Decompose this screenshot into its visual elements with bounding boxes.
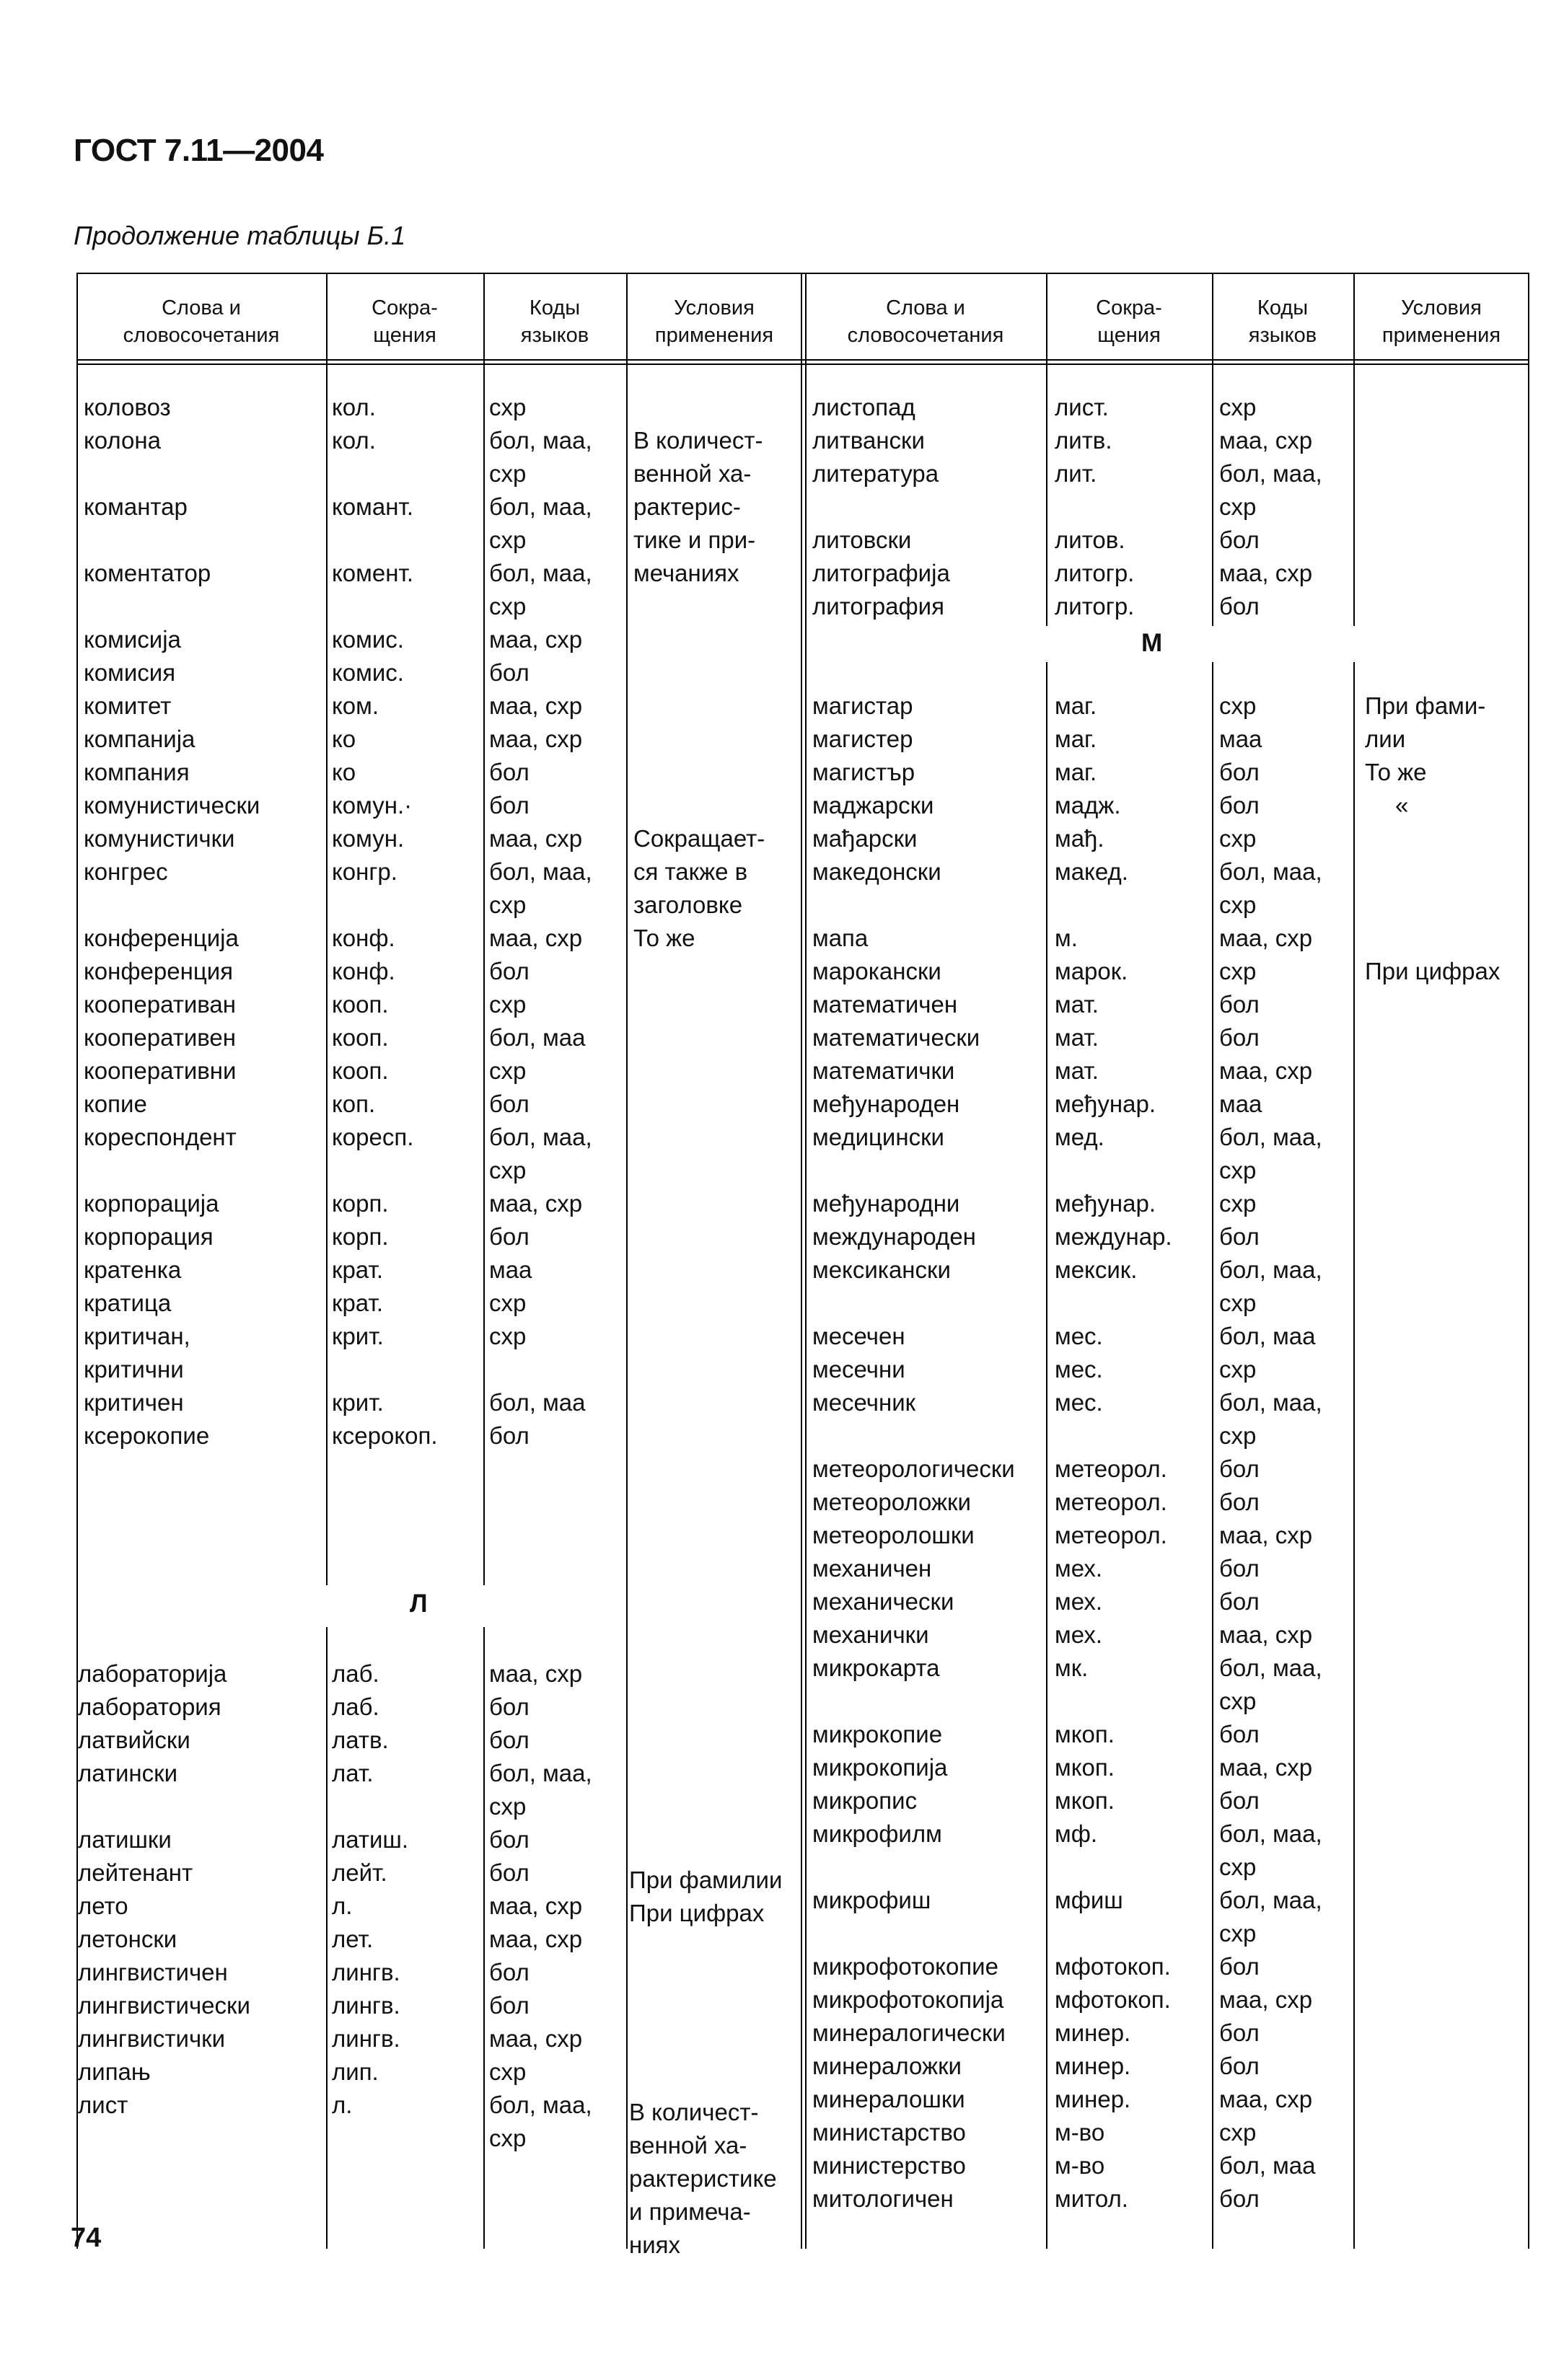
right-row-codes: бол, маа, схр [1219, 460, 1322, 520]
left-row-codes: бол [489, 759, 530, 785]
right-row-m-codes: схр [1219, 958, 1257, 984]
condition-magistr: « [1395, 792, 1409, 819]
left-row-l-codes: бол [489, 1992, 530, 2019]
left-row-abbr: ксерокоп. [332, 1422, 438, 1449]
left-row-abbr: ком. [332, 692, 379, 719]
right-border [1528, 363, 1529, 2249]
left-row-codes: маа, схр [489, 692, 583, 719]
left-row-word: ксерокопие [84, 1422, 210, 1449]
left-row-word: комисия [84, 659, 176, 686]
right-row-m-word: месечни [812, 1356, 905, 1383]
right-row-m-abbr: међунар. [1055, 1190, 1156, 1217]
left-row-l-abbr: латиш. [332, 1826, 409, 1853]
right-row-m-abbr: мадж. [1055, 792, 1121, 819]
left-row-abbr: кол. [332, 394, 376, 420]
right-row-m-codes: бол, маа, схр [1219, 1256, 1322, 1316]
right-row-m-abbr: мкоп. [1055, 1754, 1115, 1781]
left-row-codes: схр [489, 1290, 527, 1316]
right-row-m-codes: бол, маа, схр [1219, 1389, 1322, 1449]
right-row-word: литография [812, 593, 944, 620]
left-row-l-codes: бол [489, 1959, 530, 1985]
header-codes-right: Коды языков [1248, 296, 1317, 347]
left-row-l-abbr: лаб. [332, 1660, 379, 1687]
condition-lejtenant: При фамилии [629, 1866, 783, 1893]
right-row-m-abbr: маг. [1055, 692, 1097, 719]
right-row-m-codes: бол [1219, 1555, 1260, 1582]
left-row-abbr: комис. [332, 626, 404, 653]
right-row-abbr: лит. [1055, 460, 1097, 487]
right-row-m-abbr: мф. [1055, 1820, 1098, 1847]
left-row-word: комунистически [84, 792, 260, 819]
left-row-codes: схр [489, 394, 527, 420]
right-row-m-word: микрофиш [812, 1887, 931, 1913]
condition-magister: То же [1365, 759, 1427, 785]
condition-list: В количест- венной ха- рактеристике и примеча- ниях [629, 2099, 777, 2258]
left-row-word: компанија [84, 726, 196, 752]
left-row-l-codes: маа, схр [489, 1926, 583, 1952]
left-row-l-abbr: лейт. [332, 1859, 387, 1886]
right-row-m-codes: бол [1219, 991, 1260, 1018]
left-row-abbr: крат. [332, 1256, 384, 1283]
right-row-m-abbr: мат. [1055, 1024, 1099, 1051]
right-row-m-codes: бол [1219, 792, 1260, 819]
left-row-abbr: конф. [332, 958, 395, 984]
left-row-word: конгрес [84, 858, 168, 885]
left-row-codes: бол [489, 1223, 530, 1250]
right-row-m-codes: бол [1219, 1953, 1260, 1980]
right-row-m-abbr: метеорол. [1055, 1489, 1167, 1515]
left-row-codes: бол [489, 792, 530, 819]
left-row-l-abbr: лингв. [332, 1959, 400, 1985]
left-row-word: колона [84, 427, 161, 454]
right-row-m-codes: маа [1219, 726, 1262, 752]
left-row-word: конференција [84, 925, 239, 951]
right-row-m-word: математички [812, 1057, 955, 1084]
right-row-codes: маа, схр [1219, 560, 1313, 586]
left-row-abbr: корп. [332, 1190, 389, 1217]
left-row-l-codes: бол [489, 1693, 530, 1720]
header-divider-double [76, 363, 1529, 365]
right-row-m-abbr: мексик. [1055, 1256, 1138, 1283]
left-row-codes: бол [489, 659, 530, 686]
right-row-m-word: магистър [812, 759, 915, 785]
right-row-m-codes: бол, маа, схр [1219, 1820, 1322, 1880]
left-row-l-abbr: лет. [332, 1926, 374, 1952]
condition-leto: При цифрах [629, 1900, 765, 1926]
right-row-m-word: мађарски [812, 825, 918, 852]
right-row-m-abbr: мес. [1055, 1356, 1103, 1383]
left-row-codes: маа, схр [489, 925, 583, 951]
left-row-word: комитет [84, 692, 172, 719]
right-row-word: литвански [812, 427, 925, 454]
right-row-m-codes: бол [1219, 1721, 1260, 1747]
right-row-m-abbr: минер. [1055, 2053, 1131, 2079]
left-row-l-codes: схр [489, 2058, 527, 2085]
left-row-abbr: крат. [332, 1290, 384, 1316]
left-row-abbr: комант. [332, 493, 414, 520]
right-row-m-abbr: м-во [1055, 2152, 1105, 2179]
condition-kolona: В количест- венной ха- рактерис- тике и при- мечаниях [633, 427, 763, 586]
document-title: ГОСТ 7.11—2004 [74, 133, 324, 168]
condition-mapa: При цифрах [1365, 958, 1501, 984]
table-caption: Продолжение таблицы Б.1 [74, 221, 406, 250]
right-row-m-abbr: мфотокоп. [1055, 1953, 1171, 1980]
right-row-m-word: математичен [812, 991, 958, 1018]
left-row-abbr: кооп. [332, 1057, 389, 1084]
left-row-word: коментатор [84, 560, 211, 586]
right-row-m-word: микрокопија [812, 1754, 948, 1781]
right-row-m-word: математически [812, 1024, 980, 1051]
left-row-word: коловоз [84, 394, 171, 420]
right-row-m-word: механичен [812, 1555, 932, 1582]
left-row-l-word: лейтенант [78, 1859, 193, 1886]
left-row-l-word: лист [78, 2092, 128, 2118]
right-row-m-abbr: мфотокоп. [1055, 1986, 1171, 2013]
right-row-abbr: литогр. [1055, 560, 1135, 586]
right-row-m-word: механически [812, 1588, 954, 1615]
left-row-codes: бол, маа [489, 1024, 586, 1051]
left-row-l-word: латишки [78, 1826, 172, 1853]
right-row-word: литографија [812, 560, 950, 586]
left-row-word: копие [84, 1090, 147, 1117]
right-row-codes: бол [1219, 593, 1260, 620]
left-row-l-word: лингвистички [78, 2025, 226, 2052]
right-row-abbr: литов. [1055, 526, 1125, 553]
left-row-codes: бол, маа, схр [489, 427, 592, 487]
left-row-word: кооперативан [84, 991, 237, 1018]
right-row-m-word: магистер [812, 726, 913, 752]
right-row-m-abbr: мех. [1055, 1588, 1102, 1615]
left-row-codes: схр [489, 1323, 527, 1349]
right-row-m-abbr: метеорол. [1055, 1522, 1167, 1548]
section-letter-l: Л [410, 1590, 428, 1618]
left-row-l-codes: бол [489, 1727, 530, 1753]
left-row-l-word: латински [78, 1760, 178, 1786]
right-row-m-codes: бол, маа, схр [1219, 858, 1322, 918]
left-row-word: кооперативни [84, 1057, 237, 1084]
left-row-codes: бол [489, 1422, 530, 1449]
left-row-l-word: лингвистически [78, 1992, 250, 2019]
right-row-codes: схр [1219, 394, 1257, 420]
right-row-codes: бол [1219, 526, 1260, 553]
right-row-m-abbr: марок. [1055, 958, 1128, 984]
right-row-m-codes: бол [1219, 1489, 1260, 1515]
left-row-abbr: коресп. [332, 1124, 414, 1150]
right-row-word: литература [812, 460, 939, 487]
header-codes-left: Коды языков [520, 296, 589, 347]
left-row-word: кратица [84, 1290, 172, 1316]
right-row-m-codes: маа, схр [1219, 2086, 1313, 2112]
condition-magistar: При фами- лии [1365, 692, 1486, 752]
left-row-word: комисија [84, 626, 181, 653]
left-row-abbr: крит. [332, 1323, 384, 1349]
left-row-l-word: летонски [78, 1926, 177, 1952]
right-row-m-word: међународни [812, 1190, 960, 1217]
right-row-m-codes: бол [1219, 1588, 1260, 1615]
left-row-abbr: крит. [332, 1389, 384, 1416]
left-row-codes: схр [489, 1057, 527, 1084]
left-row-abbr: кооп. [332, 1024, 389, 1051]
right-row-m-word: минералошки [812, 2086, 965, 2112]
right-row-m-codes: схр [1219, 692, 1257, 719]
right-row-m-word: микрофилм [812, 1820, 942, 1847]
right-row-m-codes: маа [1219, 1090, 1262, 1117]
right-row-m-word: министарство [812, 2119, 966, 2146]
right-row-m-abbr: међунар. [1055, 1090, 1156, 1117]
right-row-m-word: мапа [812, 925, 869, 951]
left-row-codes: бол, маа, схр [489, 560, 592, 620]
right-row-m-abbr: мед. [1055, 1124, 1104, 1150]
header-conditions-left: Условия применения [654, 296, 774, 347]
right-row-m-codes: маа, схр [1219, 1057, 1313, 1084]
header-abbr-right: Сокра- щения [1096, 296, 1162, 347]
right-row-m-word: македонски [812, 858, 941, 885]
left-row-abbr: коп. [332, 1090, 376, 1117]
left-row-word: конференция [84, 958, 234, 984]
right-row-m-codes: бол [1219, 2053, 1260, 2079]
left-row-l-codes: маа, схр [489, 1892, 583, 1919]
left-row-word: кратенка [84, 1256, 182, 1283]
abbreviation-table [76, 273, 1529, 2258]
right-row-m-abbr: мк. [1055, 1654, 1089, 1681]
right-row-m-codes: бол [1219, 1024, 1260, 1051]
left-row-codes: маа, схр [489, 825, 583, 852]
left-row-word: корпорација [84, 1190, 219, 1217]
left-row-l-abbr: лат. [332, 1760, 374, 1786]
left-row-codes: бол, маа, схр [489, 858, 592, 918]
left-row-abbr: кол. [332, 427, 376, 454]
right-row-m-codes: бол [1219, 2019, 1260, 2046]
right-row-m-codes: бол [1219, 1787, 1260, 1814]
header-words-right: Слова и словосочетания [847, 296, 1004, 347]
left-row-abbr: ко [332, 726, 356, 752]
right-row-m-codes: схр [1219, 1190, 1257, 1217]
left-row-codes: бол [489, 1090, 530, 1117]
right-row-m-word: международен [812, 1223, 976, 1250]
left-row-abbr: конгр. [332, 858, 397, 885]
right-row-m-abbr: мес. [1055, 1323, 1103, 1349]
right-row-m-abbr: макед. [1055, 858, 1128, 885]
right-row-m-abbr: мат. [1055, 991, 1099, 1018]
right-row-m-codes: бол [1219, 2185, 1260, 2212]
right-row-m-abbr: маг. [1055, 759, 1097, 785]
header-divider [76, 359, 1529, 361]
right-row-m-abbr: мех. [1055, 1621, 1102, 1648]
left-row-l-abbr: латв. [332, 1727, 389, 1753]
right-row-m-codes: бол, маа, схр [1219, 1887, 1322, 1947]
right-row-m-word: микрофотокопија [812, 1986, 1004, 2013]
right-row-m-abbr: маг. [1055, 726, 1097, 752]
right-row-word: литовски [812, 526, 912, 553]
section-letter-m: М [1141, 629, 1163, 657]
right-row-m-word: минераложки [812, 2053, 962, 2079]
right-row-abbr: литв. [1055, 427, 1112, 454]
right-row-m-codes: бол [1219, 759, 1260, 785]
left-row-l-word: лингвистичен [78, 1959, 228, 1985]
right-row-m-word: минералогически [812, 2019, 1006, 2046]
condition-kompanija: Сокращает- ся также в заголовке [633, 825, 765, 918]
right-row-m-codes: схр [1219, 1356, 1257, 1383]
left-row-codes: маа, схр [489, 626, 583, 653]
right-row-word: листопад [812, 394, 915, 420]
left-row-l-abbr: лип. [332, 2058, 379, 2085]
right-row-m-word: микрокарта [812, 1654, 940, 1681]
left-row-l-codes: маа, схр [489, 2025, 583, 2052]
left-row-abbr: комис. [332, 659, 404, 686]
right-row-abbr: литогр. [1055, 593, 1135, 620]
left-row-l-abbr: л. [332, 1892, 353, 1919]
right-row-m-word: микрофотокопие [812, 1953, 998, 1980]
right-row-m-abbr: мат. [1055, 1057, 1099, 1084]
left-row-l-codes: бол [489, 1826, 530, 1853]
right-row-m-abbr: митол. [1055, 2185, 1128, 2212]
right-row-m-word: механички [812, 1621, 929, 1648]
left-row-l-word: латвийски [78, 1727, 190, 1753]
left-row-abbr: комун. [332, 825, 405, 852]
left-row-l-abbr: лингв. [332, 1992, 400, 2019]
right-row-m-word: министерство [812, 2152, 966, 2179]
page-number: 74 [71, 2223, 102, 2253]
right-row-m-word: маджарски [812, 792, 934, 819]
left-row-abbr: корп. [332, 1223, 389, 1250]
left-row-l-codes: бол, маа, схр [489, 2092, 592, 2151]
left-row-codes: маа [489, 1256, 532, 1283]
right-row-m-word: месечен [812, 1323, 905, 1349]
left-row-codes: маа, схр [489, 726, 583, 752]
left-row-l-codes: бол [489, 1859, 530, 1886]
left-row-word: критичен [84, 1389, 184, 1416]
header-conditions-right: Условия применения [1381, 296, 1501, 347]
right-row-m-abbr: мкоп. [1055, 1721, 1115, 1747]
right-row-m-codes: бол [1219, 1455, 1260, 1482]
left-row-l-word: липањ [78, 2058, 151, 2085]
header-abbr-left: Сокра- щения [372, 296, 438, 347]
left-row-l-word: лаборатория [78, 1693, 221, 1720]
right-row-m-abbr: минер. [1055, 2086, 1131, 2112]
left-row-codes: схр [489, 991, 527, 1018]
right-row-m-abbr: междунар. [1055, 1223, 1172, 1250]
left-row-codes: бол, маа, схр [489, 1124, 592, 1184]
left-row-word: комантар [84, 493, 188, 520]
header-words-left: Слова и словосочетания [123, 296, 280, 347]
right-row-m-word: марокански [812, 958, 941, 984]
right-row-m-abbr: метеорол. [1055, 1455, 1167, 1482]
right-row-m-codes: маа, схр [1219, 1621, 1313, 1648]
right-row-m-word: метеороложки [812, 1489, 971, 1515]
right-row-m-word: магистар [812, 692, 913, 719]
right-row-m-codes: схр [1219, 2119, 1257, 2146]
right-row-m-word: месечник [812, 1389, 916, 1416]
right-row-codes: маа, схр [1219, 427, 1313, 454]
right-row-m-codes: маа, схр [1219, 925, 1313, 951]
left-row-codes: бол, маа [489, 1389, 586, 1416]
right-row-m-codes: бол, маа, схр [1219, 1124, 1322, 1184]
right-row-m-codes: маа, схр [1219, 1986, 1313, 2013]
right-row-abbr: лист. [1055, 394, 1109, 420]
right-row-m-codes: маа, схр [1219, 1522, 1313, 1548]
left-row-word: критичан, критични [84, 1323, 190, 1383]
left-row-l-abbr: лингв. [332, 2025, 400, 2052]
left-row-abbr: ко [332, 759, 356, 785]
left-row-abbr: комент. [332, 560, 414, 586]
right-row-m-abbr: м-во [1055, 2119, 1105, 2146]
left-row-l-abbr: л. [332, 2092, 353, 2118]
right-row-m-abbr: м. [1055, 925, 1078, 951]
left-row-abbr: комун.· [332, 792, 413, 819]
left-row-word: компания [84, 759, 190, 785]
left-row-abbr: кооп. [332, 991, 389, 1018]
right-row-m-abbr: мех. [1055, 1555, 1102, 1582]
right-row-m-codes: бол [1219, 1223, 1260, 1250]
left-row-word: комунистички [84, 825, 235, 852]
left-row-word: кореспондент [84, 1124, 237, 1150]
right-row-m-abbr: мес. [1055, 1389, 1103, 1416]
left-row-codes: бол, маа, схр [489, 493, 592, 553]
middle-divider [801, 363, 802, 2249]
right-row-m-codes: бол, маа [1219, 1323, 1316, 1349]
left-row-word: кооперативен [84, 1024, 237, 1051]
left-row-l-codes: бол, маа, схр [489, 1760, 592, 1820]
left-row-l-word: лето [78, 1892, 128, 1919]
right-row-m-codes: бол, маа, схр [1219, 1654, 1322, 1714]
right-row-m-word: метеорологически [812, 1455, 1015, 1482]
right-row-m-codes: бол, маа [1219, 2152, 1316, 2179]
right-row-m-abbr: мкоп. [1055, 1787, 1115, 1814]
right-row-m-word: медицински [812, 1124, 944, 1150]
left-row-abbr: конф. [332, 925, 395, 951]
right-row-m-word: мексикански [812, 1256, 951, 1283]
right-row-m-codes: схр [1219, 825, 1257, 852]
left-row-codes: бол [489, 958, 530, 984]
left-row-codes: маа, схр [489, 1190, 583, 1217]
right-row-m-codes: маа, схр [1219, 1754, 1313, 1781]
left-row-l-codes: маа, схр [489, 1660, 583, 1687]
table-top-border [76, 273, 1529, 274]
right-row-m-word: микропис [812, 1787, 918, 1814]
left-row-l-word: лабораторија [78, 1660, 227, 1687]
right-row-m-abbr: минер. [1055, 2019, 1131, 2046]
condition-kompania: То же [633, 925, 695, 951]
right-row-m-word: међународен [812, 1090, 960, 1117]
right-row-m-word: митологичен [812, 2185, 954, 2212]
left-row-l-abbr: лаб. [332, 1693, 379, 1720]
right-row-m-abbr: мфиш [1055, 1887, 1123, 1913]
right-row-m-abbr: мађ. [1055, 825, 1104, 852]
right-row-m-word: микрокопие [812, 1721, 943, 1747]
left-row-word: корпорация [84, 1223, 214, 1250]
right-row-m-word: метеоролошки [812, 1522, 975, 1548]
